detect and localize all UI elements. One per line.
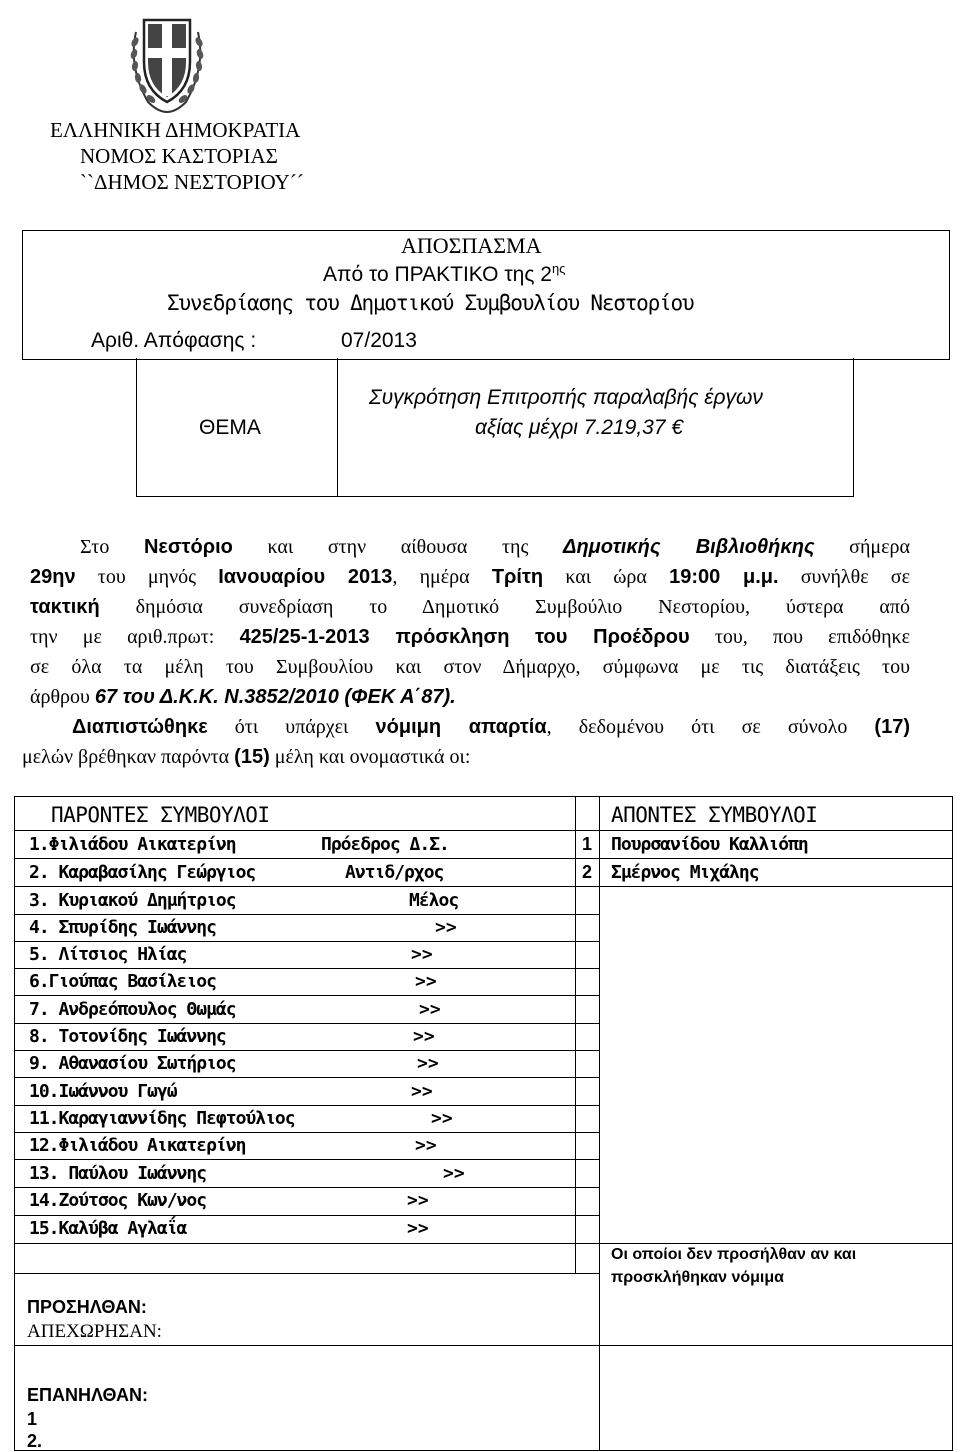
extract-box [22,230,950,360]
present-row-13: 13. Παύλου Ιωάννης [29,1163,207,1184]
present-role-6: >> [415,971,437,992]
body-line-6: άρθρου 67 του Δ.Κ.Κ. Ν.3852/2010 (ΦΕΚ Α΄87). [30,686,456,708]
present-role-8: >> [413,1026,435,1047]
body-line-3: τακτική δημόσια συνεδρίαση το Δημοτικό Συμβούλιο Νεστορίου, ύστερα από [30,596,910,618]
present-role-2: Αντιδ/ρχος [345,862,444,883]
subject-box [136,358,854,497]
body-line-2: 29ην του μηνός Ιανουαρίου 2013, ημέρα Τρίτη και ώρα 19:00 μ.μ. συνήλθε σε [30,566,910,588]
present-row-11: 11.Καραγιαννίδης Πεφτούλιος [29,1108,295,1129]
present-row-6: 6.Γιούπας Βασίλειος [29,971,216,992]
decision-label: Αριθ. Απόφασης : [91,329,257,352]
subject-line-1: Συγκρότηση Επιτροπής παραλαβής έργων [369,386,763,409]
returned-1: 1 [27,1409,38,1429]
subject-label: ΘΕΜΑ [199,416,261,439]
header-municipality: ``ΔΗΜΟΣ ΝΕΣΤΟΡΙΟΥ´´ [80,170,304,194]
left-label: ΑΠΕΧΩΡΗΣΑΝ: [27,1321,162,1342]
extract-session-line: Συνεδρίασης του Δημοτικού Συμβουλίου Νεστορίου [167,291,694,315]
present-row-7: 7. Ανδρεόπουλος Θωμάς [29,999,236,1020]
present-role-10: >> [411,1081,433,1102]
extract-from-line: Από το ΠΡΑΚΤΙΚΟ της $2^{\eta\varsigma}$ [323,261,566,286]
present-row-14: 14.Ζούτσος Κων/νος [29,1190,207,1211]
absent-row-2: Σμέρνος Μιχάλης [611,862,759,883]
returned-label: ΕΠΑΝΗΛΘΑΝ: [27,1385,149,1405]
absent-num-2: 2 [581,862,592,882]
body-line-7: Διαπιστώθηκε ότι υπάρχει νόμιμη απαρτία, δεδομένου ότι σε σύνολο (17) [72,716,910,738]
present-row-8: 8. Τοτονίδης Ιωάννης [29,1026,226,1047]
present-role-5: >> [411,944,433,965]
absent-note-line-2: προσκλήθηκαν νόμιμα [611,1269,784,1286]
present-role-4: >> [435,917,457,938]
present-role-15: >> [407,1218,429,1239]
absent-note-line-1: Οι οποίοι δεν προσήλθαν αν και [611,1246,857,1263]
present-row-9: 9. Αθανασίου Σωτήριος [29,1053,236,1074]
present-role-13: >> [443,1163,465,1184]
present-row-5: 5. Λίτσιος Ηλίας [29,944,187,965]
present-header: ΠΑΡΟΝΤΕΣ ΣΥΜΒΟΥΛΟΙ [51,803,270,827]
present-row-10: 10.Ιωάννου Γωγώ [29,1081,177,1102]
present-row-3: 3. Κυριακού Δημήτριος [29,890,236,911]
present-role-3: Μέλος [409,890,459,911]
body-line-8: μελών βρέθηκαν παρόντα (15) μέλη και ονομαστικά οι: [22,746,471,768]
decision-number: 07/2013 [341,329,417,352]
subject-line-2: αξίας μέχρι 7.219,37 € [475,416,684,439]
present-row-15: 15.Καλύβα Αγλαΐα [29,1218,187,1239]
body-line-4: την με αριθ.πρωτ: 425/25-1-2013 πρόσκληση του Προέδρου του, που επιδόθηκε [30,626,911,648]
present-role-7: >> [419,999,441,1020]
present-role-9: >> [417,1053,439,1074]
present-row-1: 1.Φιλιάδου Αικατερίνη [29,834,236,855]
absent-num-1: 1 [581,834,592,854]
absent-row-1: Πουρσανίδου Καλλιόπη [611,834,808,855]
present-role-1: Πρόεδρος Δ.Σ. [321,834,449,855]
present-role-11: >> [431,1108,453,1129]
returned-2: 2. [27,1431,43,1451]
coat-of-arms-emblem [126,12,208,116]
header-country: ΕΛΛΗΝΙΚΗ ΔΗΜΟΚΡΑΤΙΑ [50,118,301,142]
attendance-table [14,796,953,1451]
header-prefecture: ΝΟΜΟΣ ΚΑΣΤΟΡΙΑΣ [80,144,278,168]
body-line-1: Στο Νεστόριο και στην αίθουσα της Δημοτικής Βιβλιοθήκης σήμερα [80,536,910,558]
present-row-12: 12.Φιλιάδου Αικατερίνη [29,1135,246,1156]
body-paragraph [22,532,911,772]
present-row-2: 2. Καραβασίλης Γεώργιος [29,862,256,883]
absent-header: ΑΠΟΝΤΕΣ ΣΥΜΒΟΥΛΟΙ [611,803,818,827]
present-role-12: >> [415,1135,437,1156]
body-line-5: σε όλα τα μέλη του Συμβουλίου και στον Δήμαρχο, σύμφωνα με τις διατάξεις του [30,656,910,678]
extract-title: ΑΠΟΣΠΑΣΜΑ [401,233,542,258]
present-row-4: 4. Σπυρίδης Ιωάννης [29,917,216,938]
present-role-14: >> [407,1190,429,1211]
arrived-label: ΠΡΟΣΗΛΘΑΝ: [27,1297,147,1317]
